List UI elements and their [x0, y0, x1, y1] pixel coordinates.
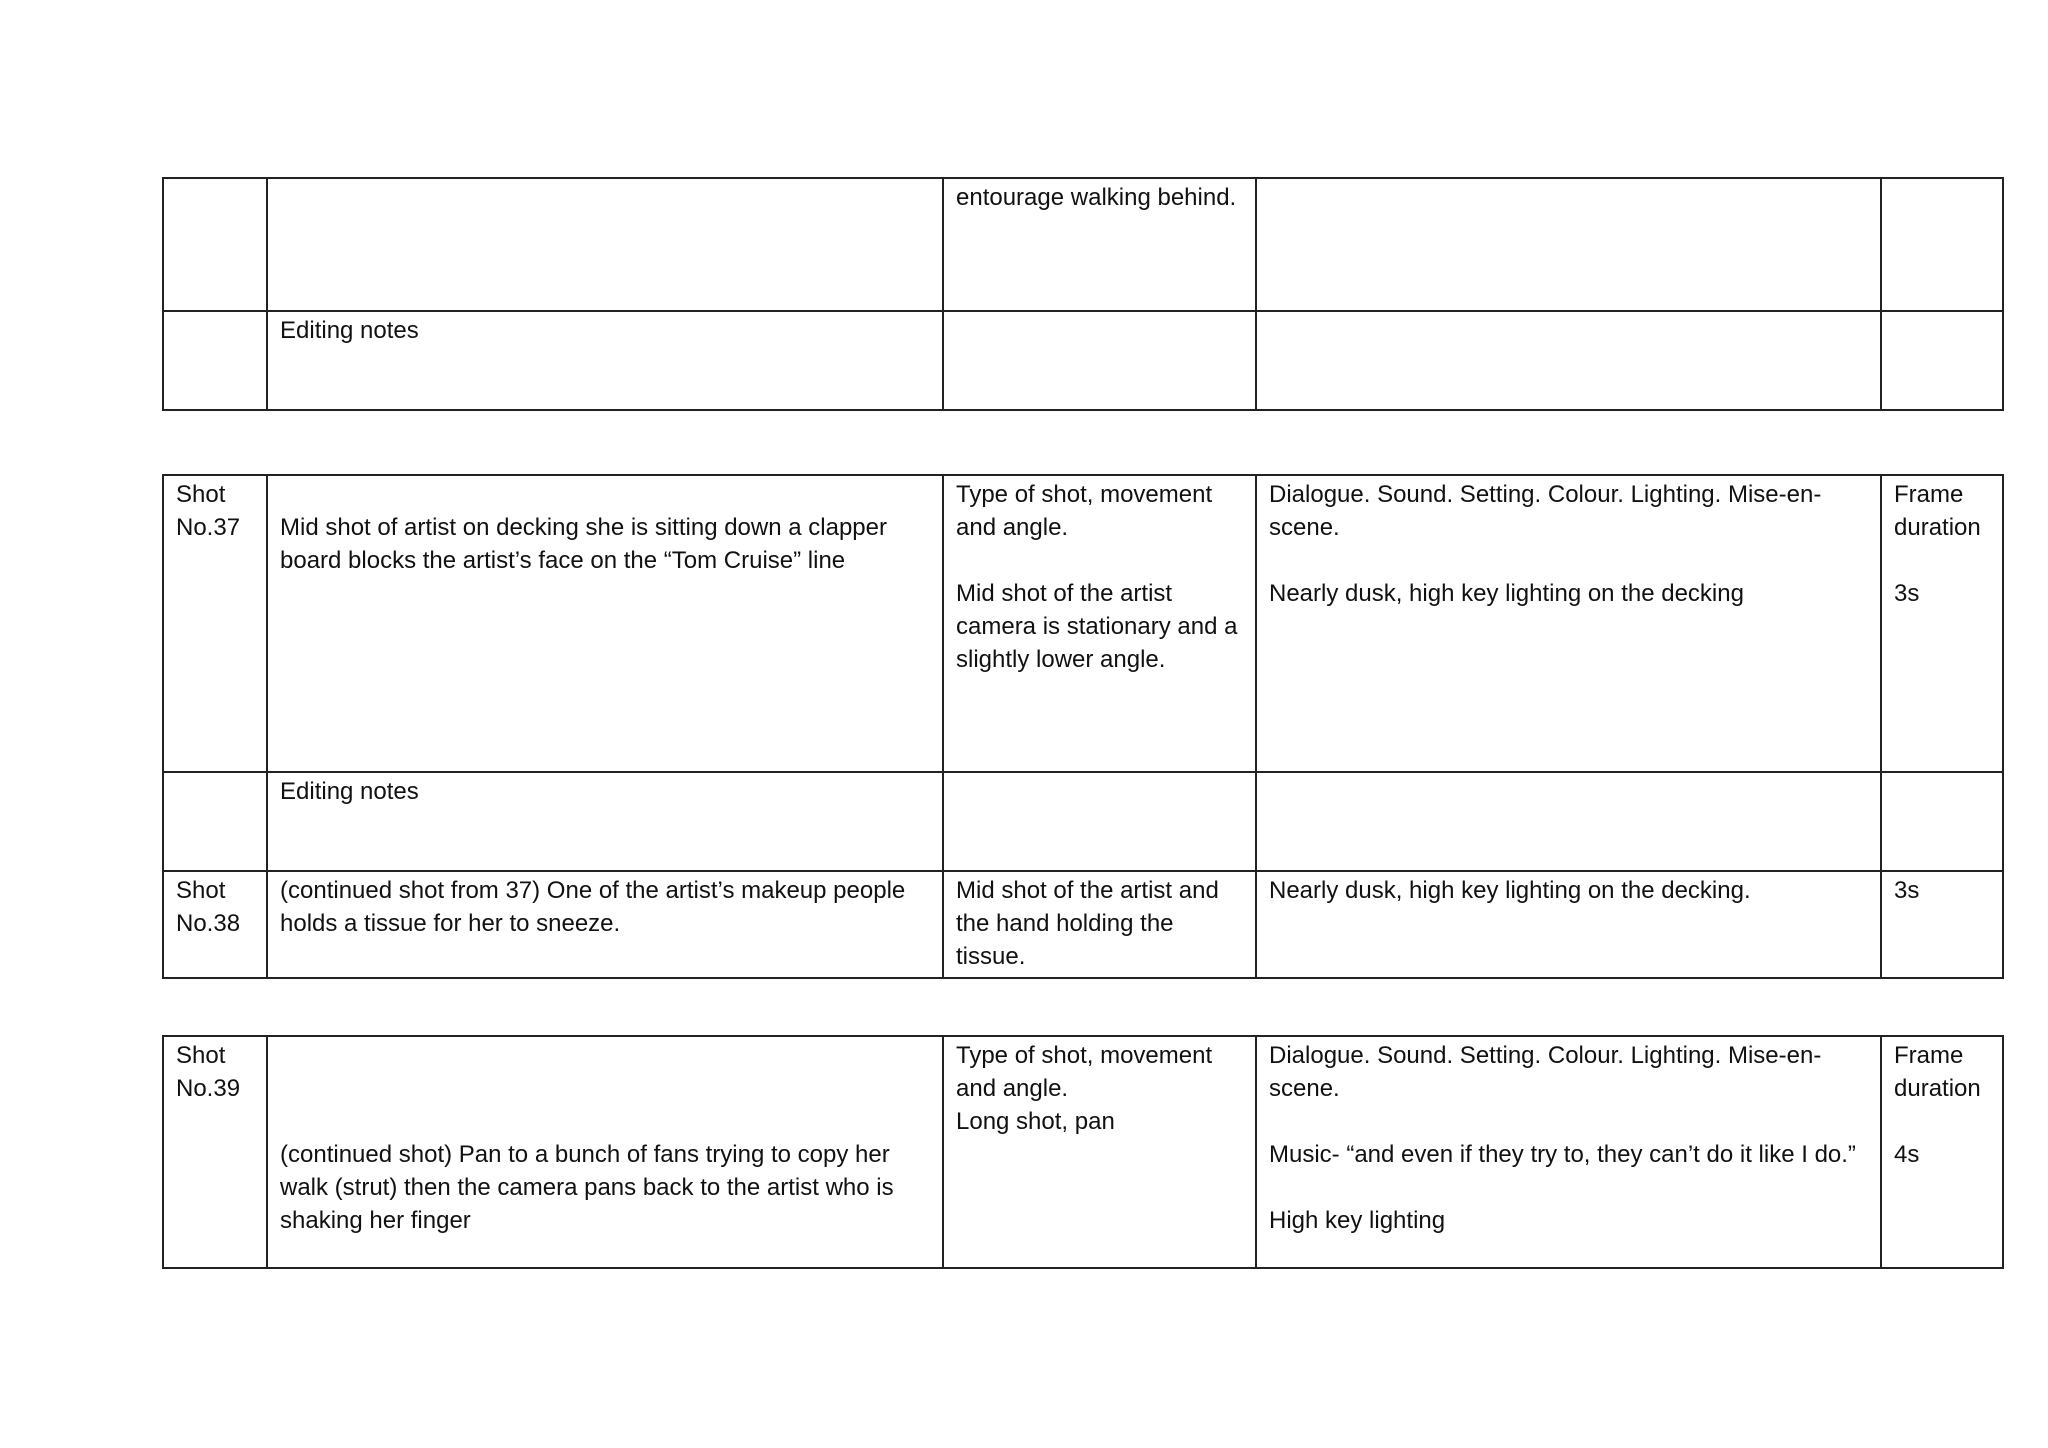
table-row	[163, 475, 2003, 772]
description-cell	[267, 1036, 943, 1268]
duration-cell	[1881, 475, 2003, 772]
description-cell	[267, 871, 943, 978]
shot-number-cell	[163, 178, 267, 311]
sound-cell	[1256, 1036, 1881, 1268]
sound-cell	[1256, 311, 1881, 410]
sound-text: Nearly dusk, high key lighting on the decking.	[1269, 877, 1751, 904]
technical-cell	[943, 311, 1256, 410]
table-row	[163, 772, 2003, 871]
shot-number-cell	[163, 475, 267, 772]
technical-text: Mid shot of the artist camera is stationary and a slightly lower angle.	[956, 580, 1238, 673]
shot-label: Shot No.39	[176, 1042, 241, 1102]
duration-value: 4s	[1894, 1141, 1920, 1168]
editing-notes-label: Editing notes	[280, 778, 419, 805]
shot-number-cell	[163, 871, 267, 978]
description-cell	[267, 178, 943, 311]
technical-text: Long shot, pan	[956, 1108, 1115, 1135]
duration-cell	[1881, 178, 2003, 311]
duration-value: 3s	[1894, 580, 1920, 607]
technical-text: Mid shot of the artist and the hand holding the tissue.	[956, 877, 1219, 970]
technical-header: Type of shot, movement and angle.	[956, 481, 1213, 541]
technical-cell	[943, 475, 1256, 772]
table-row	[163, 871, 2003, 978]
storyboard-table-shot-39	[162, 1035, 2004, 1269]
shot-number-cell	[163, 311, 267, 410]
technical-cell	[943, 178, 1256, 311]
shot-description: Mid shot of artist on decking she is sitting down a clapper board blocks the artist’s face on the “Tom Cruise” line	[280, 514, 887, 574]
technical-cell	[943, 772, 1256, 871]
sound-cell	[1256, 178, 1881, 311]
shot-label: Shot No.37	[176, 481, 241, 541]
storyboard-table-shot-37	[162, 474, 2004, 979]
shot-description: (continued shot) Pan to a bunch of fans trying to copy her walk (strut) then the camera pans back to the artist who is shaking her finger	[280, 1141, 894, 1234]
sound-text: Nearly dusk, high key lighting on the decking	[1269, 580, 1744, 607]
sound-header: Dialogue. Sound. Setting. Colour. Lighting. Mise-en-scene.	[1269, 1042, 1822, 1102]
table-row	[163, 178, 2003, 311]
technical-cell	[943, 871, 1256, 978]
sound-cell	[1256, 475, 1881, 772]
description-cell	[267, 475, 943, 772]
editing-notes-label: Editing notes	[280, 317, 419, 344]
table-row	[163, 311, 2003, 410]
duration-header: Frame duration	[1894, 481, 1981, 541]
technical-text: entourage walking behind.	[956, 184, 1237, 211]
editing-notes-cell	[267, 311, 943, 410]
technical-cell	[943, 1036, 1256, 1268]
table-row	[163, 1036, 2003, 1268]
sound-music-text: Music- “and even if they try to, they can’t do it like I do.”	[1269, 1141, 1856, 1168]
duration-header: Frame duration	[1894, 1042, 1981, 1102]
duration-cell	[1881, 871, 2003, 978]
shot-label: Shot No.38	[176, 877, 241, 937]
sound-lighting-text: High key lighting	[1269, 1207, 1446, 1234]
shot-description: (continued shot from 37) One of the artist’s makeup people holds a tissue for her to sneeze.	[280, 877, 906, 937]
duration-cell	[1881, 1036, 2003, 1268]
storyboard-table-continued	[162, 177, 2004, 411]
sound-header: Dialogue. Sound. Setting. Colour. Lighting. Mise-en-scene.	[1269, 481, 1822, 541]
duration-value: 3s	[1894, 877, 1920, 904]
sound-cell	[1256, 871, 1881, 978]
shot-number-cell	[163, 772, 267, 871]
shot-number-cell	[163, 1036, 267, 1268]
editing-notes-cell	[267, 772, 943, 871]
duration-cell	[1881, 311, 2003, 410]
duration-cell	[1881, 772, 2003, 871]
sound-cell	[1256, 772, 1881, 871]
technical-header: Type of shot, movement and angle.	[956, 1042, 1213, 1102]
